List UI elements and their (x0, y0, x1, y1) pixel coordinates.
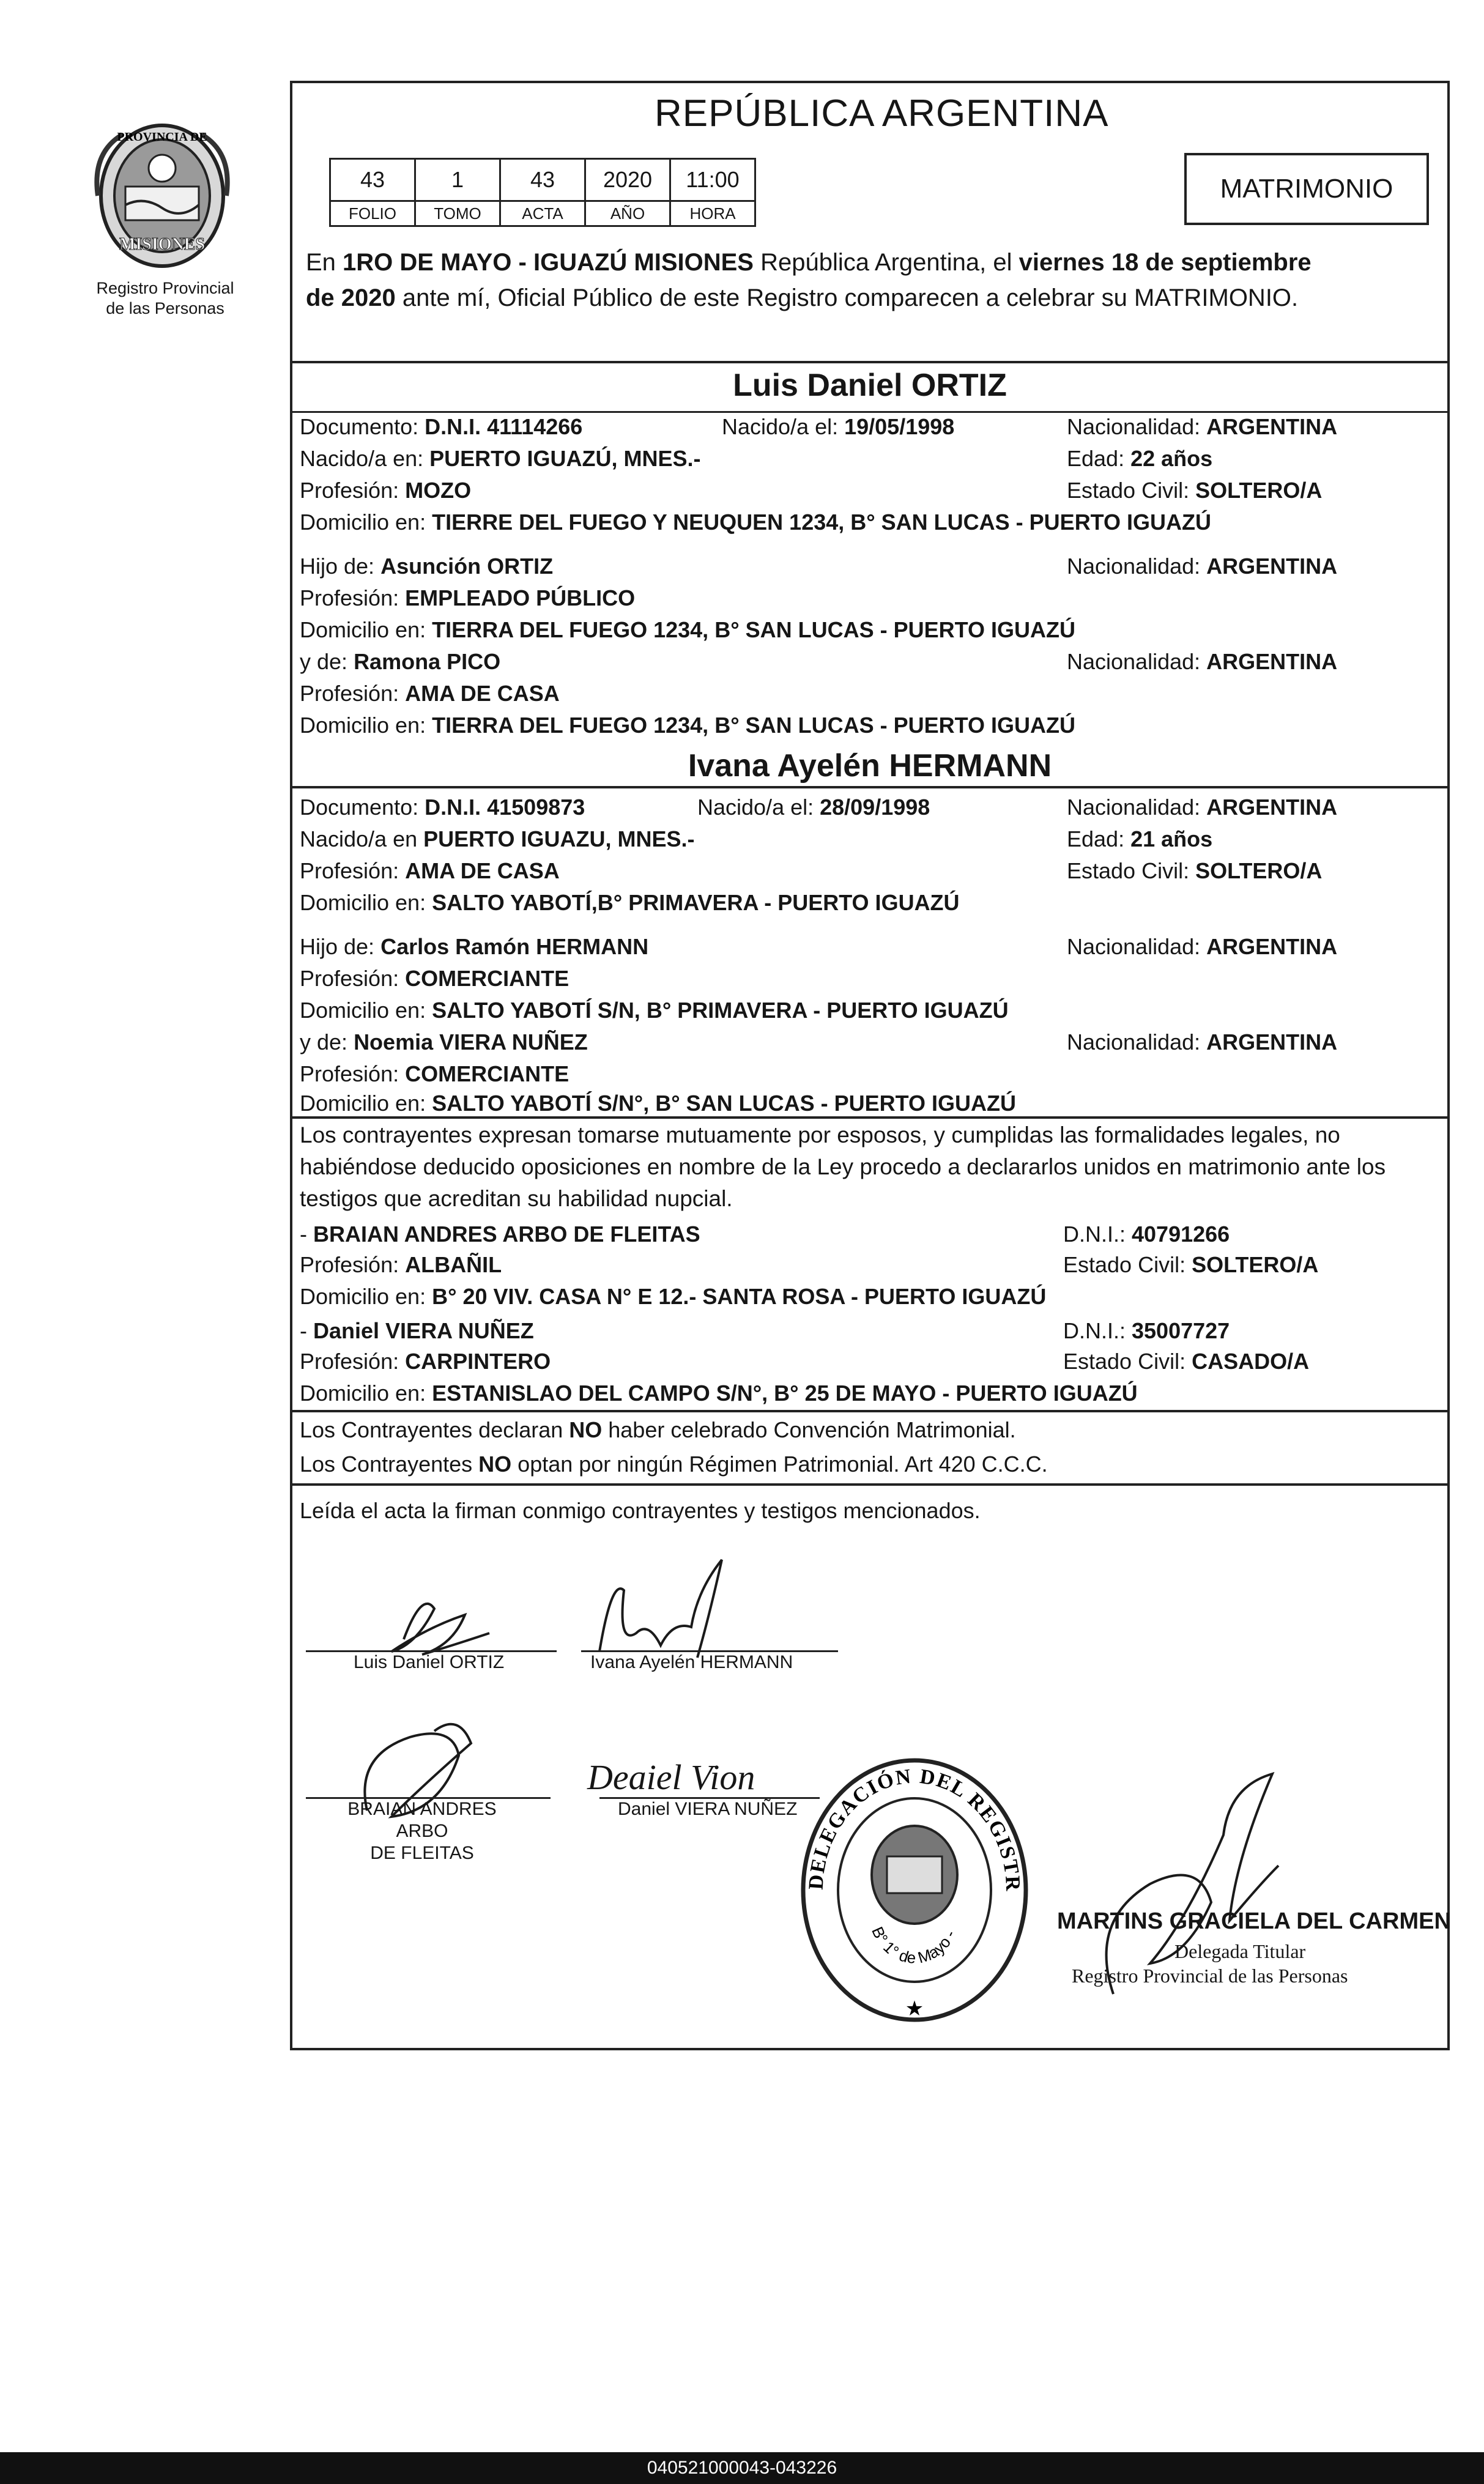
registry-stamp (792, 1752, 1037, 2028)
groom-mother-profession (300, 681, 560, 706)
bride-father-address (300, 998, 1009, 1023)
bride-father-nationality (1067, 935, 1337, 959)
intro-text: ante mí, Oficial Público de este Registro comparecen a celebrar su MATRIMONIO. (395, 284, 1299, 311)
groom-address (300, 510, 1211, 535)
stamp-outer-text-path: DELEGACIÓN DEL REGISTR (804, 1765, 1025, 1893)
witness-2-name (300, 1319, 534, 1343)
bride-mother-address (300, 1091, 1016, 1116)
field-label: Nacionalidad: (1067, 649, 1207, 674)
field-label: - (300, 1222, 313, 1247)
intro-place: 1RO DE MAYO - IGUAZÚ MISIONES (343, 249, 754, 276)
field-value: ESTANISLAO DEL CAMPO S/N°, B° 25 DE MAYO - PUERTO IGUAZÚ (432, 1381, 1138, 1406)
field-label: Nacido/a el: (722, 414, 845, 439)
folio-value: 43 (330, 159, 415, 201)
convention-statement (300, 1418, 1016, 1442)
groom-birthdate (722, 415, 954, 439)
field-value: SALTO YABOTÍ,B° PRIMAVERA - PUERTO IGUAZÚ (432, 890, 960, 915)
acta-label: ACTA (500, 201, 585, 226)
registry-table (329, 158, 756, 227)
groom-father (300, 554, 553, 579)
witness-1-profession (300, 1253, 502, 1277)
field-label: - (300, 1318, 313, 1343)
groom-document (300, 415, 582, 439)
official-name: MARTINS GRACIELA DEL CARMEN (1057, 1908, 1451, 1934)
field-label: Documento: (300, 414, 425, 439)
bride-document (300, 795, 585, 820)
intro-text: República Argentina, el (753, 249, 1019, 276)
witness-1-civil-status (1063, 1253, 1318, 1277)
groom-signature-caption: Luis Daniel ORTIZ (354, 1652, 505, 1672)
anio-value: 2020 (585, 159, 670, 201)
logo-text-top: PROVINCIA DE (117, 130, 207, 144)
intro-line (306, 245, 1311, 280)
field-value: ARGENTINA (1206, 554, 1338, 579)
field-value: SOLTERO/A (1195, 478, 1323, 503)
field-label: Domicilio en: (300, 890, 432, 915)
statement-text: Los Contrayentes (300, 1451, 479, 1477)
witness-2-civil-status (1063, 1349, 1309, 1374)
field-label: Nacido/a en: (300, 446, 430, 471)
field-value: ARGENTINA (1206, 1029, 1338, 1055)
field-label: Estado Civil: (1067, 858, 1196, 883)
divider (290, 1410, 1450, 1412)
field-value: D.N.I. 41114266 (425, 414, 583, 439)
field-label: Profesión: (300, 966, 406, 991)
registry-caption (73, 278, 257, 319)
bride-nationality (1067, 795, 1337, 820)
field-value: CARPINTERO (405, 1349, 551, 1374)
witness1-signature-caption (321, 1798, 523, 1864)
field-label: Domicilio en: (300, 1091, 432, 1116)
groom-age (1067, 447, 1212, 471)
closing-statement: Leída el acta la firman conmigo contrayentes y testigos mencionados. (300, 1498, 981, 1523)
witness-2-dni (1063, 1319, 1230, 1343)
field-label: Profesión: (300, 585, 406, 610)
divider (290, 786, 1450, 788)
bride-name: Ivana Ayelén HERMANN (688, 748, 1052, 784)
field-value: Daniel VIERA NUÑEZ (313, 1318, 534, 1343)
field-label: Domicilio en: (300, 713, 432, 738)
field-label: Edad: (1067, 826, 1131, 851)
field-value: ARGENTINA (1206, 795, 1338, 820)
field-label: Estado Civil: (1063, 1252, 1192, 1277)
groom-mother-address (300, 713, 1075, 738)
witness2-signature-caption: Daniel VIERA NUÑEZ (618, 1799, 798, 1819)
groom-profession (300, 478, 471, 503)
groom-civil-status (1067, 478, 1322, 503)
field-label: Profesión: (300, 1349, 406, 1374)
witness-2-address (300, 1381, 1138, 1406)
groom-mother-nationality (1067, 650, 1337, 674)
bride-mother-profession (300, 1062, 569, 1086)
statement-no: NO (478, 1451, 512, 1477)
field-value: AMA DE CASA (405, 681, 560, 706)
bride-civil-status (1067, 859, 1322, 883)
witness-2-profession (300, 1349, 551, 1374)
field-value: 28/09/1998 (820, 795, 930, 820)
witness2-handwriting: Deaiel Vion (587, 1757, 755, 1797)
field-label: y de: (300, 1029, 354, 1055)
field-value: 21 años (1130, 826, 1213, 851)
field-value: D.N.I. 41509873 (425, 795, 585, 820)
field-value: ARGENTINA (1206, 934, 1338, 959)
groom-name: Luis Daniel ORTIZ (733, 368, 1007, 403)
field-label: Nacionalidad: (1067, 1029, 1207, 1055)
document-code-footer: 040521000043-043226 (0, 2452, 1484, 2484)
field-value: EMPLEADO PÚBLICO (405, 585, 636, 610)
field-value: Carlos Ramón HERMANN (380, 934, 649, 959)
groom-signature (391, 1604, 489, 1655)
field-value: TIERRA DEL FUEGO 1234, B° SAN LUCAS - PUERTO IGUAZÚ (432, 617, 1075, 642)
groom-birthplace (300, 447, 701, 471)
official-title: Delegada Titular (1174, 1940, 1306, 1962)
field-value: PUERTO IGUAZÚ, MNES.- (429, 446, 701, 471)
bride-father (300, 935, 648, 959)
bride-age (1067, 827, 1212, 851)
field-value: Ramona PICO (354, 649, 501, 674)
field-label: Domicilio en: (300, 617, 432, 642)
field-label: Edad: (1067, 446, 1131, 471)
witness-1-name (300, 1222, 700, 1247)
tomo-value: 1 (415, 159, 500, 201)
field-value: SOLTERO/A (1192, 1252, 1319, 1277)
divider (290, 411, 1450, 413)
groom-father-profession (300, 586, 635, 610)
field-value: ARGENTINA (1206, 649, 1338, 674)
field-label: Domicilio en: (300, 1284, 432, 1309)
hora-value: 11:00 (670, 159, 755, 201)
field-label: Domicilio en: (300, 998, 432, 1023)
field-label: Estado Civil: (1067, 478, 1196, 503)
logo-text-bottom: MISIONES (119, 235, 206, 254)
field-label: Hijo de: (300, 554, 381, 579)
bride-profession (300, 859, 560, 883)
groom-mother (300, 650, 500, 674)
field-value: TIERRA DEL FUEGO 1234, B° SAN LUCAS - PUERTO IGUAZÚ (432, 713, 1075, 738)
field-label: Profesión: (300, 478, 406, 503)
field-label: y de: (300, 649, 354, 674)
field-value: COMERCIANTE (405, 966, 569, 991)
statement-text: Los Contrayentes declaran (300, 1417, 569, 1442)
field-value: ALBAÑIL (405, 1252, 502, 1277)
witness-1-address (300, 1285, 1046, 1309)
groom-father-address (300, 618, 1075, 642)
field-value: 40791266 (1132, 1222, 1230, 1247)
official-office: Registro Provincial de las Personas (1072, 1965, 1348, 1987)
statement-text: optan por ningún Régimen Patrimonial. Art 420 C.C.C. (511, 1451, 1048, 1477)
stamp-inner-text-path: B° 1° de Mayo - (868, 1924, 960, 1967)
regime-statement (300, 1452, 1048, 1477)
field-label: D.N.I.: (1063, 1222, 1132, 1247)
field-label: Profesión: (300, 1061, 406, 1086)
folio-label: FOLIO (330, 201, 415, 226)
field-value: TIERRE DEL FUEGO Y NEUQUEN 1234, B° SAN LUCAS - PUERTO IGUAZÚ (432, 510, 1212, 535)
field-value: CASADO/A (1192, 1349, 1310, 1374)
groom-father-nationality (1067, 554, 1337, 579)
field-value: MOZO (405, 478, 472, 503)
field-label: Domicilio en: (300, 510, 432, 535)
bride-signature-caption: Ivana Ayelén HERMANN (590, 1652, 793, 1672)
field-value: ARGENTINA (1206, 414, 1338, 439)
bride-signature (599, 1560, 722, 1658)
field-label: Nacionalidad: (1067, 795, 1207, 820)
field-value: 35007727 (1132, 1318, 1230, 1343)
intro-text: En (306, 249, 343, 276)
field-value: COMERCIANTE (405, 1061, 569, 1086)
field-value: 22 años (1130, 446, 1213, 471)
field-value: Noemia VIERA NUÑEZ (354, 1029, 588, 1055)
intro-paragraph (306, 245, 1311, 316)
intro-date: de 2020 (306, 284, 396, 311)
statement-no: NO (569, 1417, 603, 1442)
bride-birthplace (300, 827, 695, 851)
divider (290, 361, 1450, 363)
field-label: Documento: (300, 795, 425, 820)
anio-label: AÑO (585, 201, 670, 226)
field-label: Nacionalidad: (1067, 554, 1207, 579)
witness-1-dni (1063, 1222, 1230, 1247)
bride-mother (300, 1030, 588, 1055)
field-value: BRAIAN ANDRES ARBO DE FLEITAS (313, 1222, 700, 1247)
field-value: AMA DE CASA (405, 858, 560, 883)
field-label: Nacionalidad: (1067, 934, 1207, 959)
statement-text: haber celebrado Convención Matrimonial. (602, 1417, 1016, 1442)
field-label: Hijo de: (300, 934, 381, 959)
acta-value: 43 (500, 159, 585, 201)
field-label: Profesión: (300, 858, 406, 883)
field-value: SOLTERO/A (1195, 858, 1323, 883)
divider (290, 1116, 1450, 1119)
hora-label: HORA (670, 201, 755, 226)
field-label: Nacionalidad: (1067, 414, 1207, 439)
bride-mother-nationality (1067, 1030, 1337, 1055)
caption-line: DE FLEITAS (370, 1843, 474, 1863)
field-label: Profesión: (300, 1252, 406, 1277)
tomo-label: TOMO (415, 201, 500, 226)
act-type-box: MATRIMONIO (1184, 153, 1429, 225)
star-icon: ★ (905, 1997, 924, 2020)
field-value: SALTO YABOTÍ S/N, B° PRIMAVERA - PUERTO IGUAZÚ (432, 998, 1009, 1023)
field-label: D.N.I.: (1063, 1318, 1132, 1343)
field-value: B° 20 VIV. CASA N° E 12.- SANTA ROSA - PUERTO IGUAZÚ (432, 1284, 1047, 1309)
field-label: Estado Civil: (1063, 1349, 1192, 1374)
groom-nationality (1067, 415, 1337, 439)
bride-address (300, 891, 960, 915)
field-value: 19/05/1998 (844, 414, 955, 439)
intro-line (306, 280, 1311, 316)
field-label: Nacido/a el: (697, 795, 820, 820)
divider (290, 1483, 1450, 1486)
declaration-paragraph: Los contrayentes expresan tomarse mutuamente por esposos, y cumplidas las formalidades legales, no habiéndose deducido oposiciones en nombre de la Ley procedo a declararlos unidos en matrimonio ante los testigos que acreditan su habilidad nupcial. (300, 1122, 1386, 1211)
bride-father-profession (300, 966, 569, 991)
province-seal-logo (80, 116, 245, 275)
caption-line: BRAIAN ANDRES ARBO (347, 1799, 497, 1841)
field-label: Profesión: (300, 681, 406, 706)
field-label: Nacido/a en (300, 826, 424, 851)
field-label: Domicilio en: (300, 1381, 432, 1406)
registry-caption-line: de las Personas (106, 299, 224, 317)
field-value: PUERTO IGUAZU, MNES.- (423, 826, 695, 851)
field-value: Asunción ORTIZ (380, 554, 554, 579)
page-title: REPÚBLICA ARGENTINA (655, 92, 1109, 135)
field-value: SALTO YABOTÍ S/N°, B° SAN LUCAS - PUERTO IGUAZÚ (432, 1091, 1016, 1116)
intro-date: viernes 18 de septiembre (1018, 249, 1311, 276)
registry-caption-line: Registro Provincial (96, 279, 234, 297)
bride-birthdate (697, 795, 930, 820)
